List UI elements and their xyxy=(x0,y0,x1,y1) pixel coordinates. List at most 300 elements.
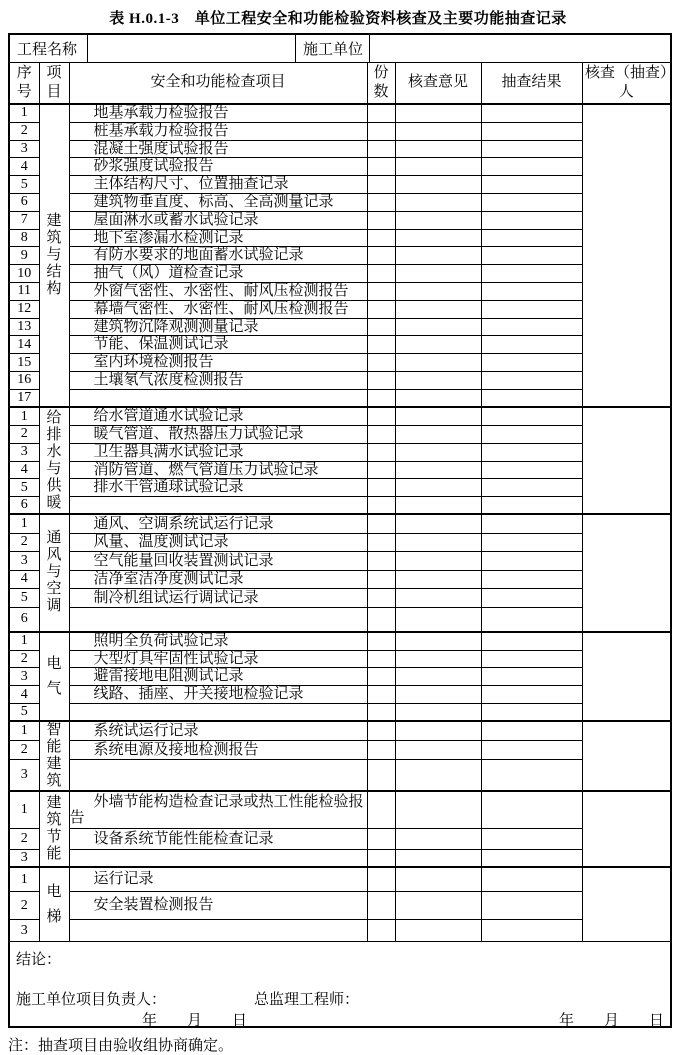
seq-cell: 9 xyxy=(10,247,39,265)
table-row xyxy=(10,389,670,407)
item-cell: 洁净室洁净度测试记录 xyxy=(69,570,367,589)
seq-cell: 4 xyxy=(10,686,39,704)
item-cell: 排水干管通球试验记录 xyxy=(69,479,367,497)
result-cell[interactable] xyxy=(481,461,582,479)
result-cell[interactable] xyxy=(481,632,582,650)
opinion-cell[interactable] xyxy=(395,229,481,247)
result-cell[interactable] xyxy=(481,300,582,318)
seq-cell: 1 xyxy=(10,721,39,740)
copies-cell[interactable] xyxy=(367,759,395,791)
section-建筑节能 xyxy=(10,791,670,867)
opinion-cell[interactable] xyxy=(395,461,481,479)
checker-cell[interactable] xyxy=(582,721,670,791)
result-cell[interactable] xyxy=(481,668,582,686)
table-row xyxy=(10,443,670,461)
copies-cell[interactable] xyxy=(367,479,395,497)
item-cell: 有防水要求的地面蓄水试验记录 xyxy=(69,247,367,265)
copies-cell[interactable] xyxy=(367,497,395,515)
seq-cell: 11 xyxy=(10,282,39,300)
copies-cell[interactable] xyxy=(367,336,395,354)
copies-cell[interactable] xyxy=(367,892,395,920)
opinion-cell[interactable] xyxy=(395,407,481,425)
copies-cell[interactable] xyxy=(367,426,395,444)
table-row xyxy=(10,122,670,140)
table-row xyxy=(10,867,670,892)
seq-cell: 13 xyxy=(10,318,39,336)
opinion-cell[interactable] xyxy=(395,122,481,140)
opinion-cell[interactable] xyxy=(395,140,481,158)
opinion-cell[interactable] xyxy=(395,104,481,122)
opinion-cell[interactable] xyxy=(395,721,481,740)
category-cell xyxy=(39,104,69,407)
category-label: 建筑与结构 xyxy=(46,213,62,298)
copies-cell[interactable] xyxy=(367,552,395,571)
seq-cell: 7 xyxy=(10,211,39,229)
checker-cell[interactable] xyxy=(582,514,670,632)
opinion-cell[interactable] xyxy=(395,318,481,336)
item-cell[interactable] xyxy=(69,759,367,791)
header-row xyxy=(10,63,670,104)
item-cell: 系统试运行记录 xyxy=(69,721,367,740)
seq-cell: 1 xyxy=(10,104,39,122)
copies-cell[interactable] xyxy=(367,354,395,372)
builder-value[interactable] xyxy=(370,35,670,62)
result-cell[interactable] xyxy=(481,318,582,336)
opinion-cell[interactable] xyxy=(395,282,481,300)
copies-cell[interactable] xyxy=(367,514,395,533)
copies-cell[interactable] xyxy=(367,443,395,461)
table-row xyxy=(10,850,670,868)
opinion-cell[interactable] xyxy=(395,650,481,668)
result-cell[interactable] xyxy=(481,497,582,515)
seq-cell: 1 xyxy=(10,407,39,425)
opinion-cell[interactable] xyxy=(395,632,481,650)
category-cell xyxy=(39,867,69,941)
opinion-cell[interactable] xyxy=(395,479,481,497)
table-row xyxy=(10,158,670,176)
table-row xyxy=(10,336,670,354)
category-cell xyxy=(39,721,69,791)
opinion-cell[interactable] xyxy=(395,497,481,515)
opinion-cell[interactable] xyxy=(395,607,481,632)
result-cell[interactable] xyxy=(481,920,582,942)
category-label: 电梯 xyxy=(46,883,62,925)
seq-cell: 2 xyxy=(10,122,39,140)
table-row xyxy=(10,354,670,372)
seq-cell: 5 xyxy=(10,176,39,194)
category-cell xyxy=(39,791,69,867)
item-cell: 给水管道通水试验记录 xyxy=(69,407,367,425)
project-name-value[interactable] xyxy=(88,35,296,62)
result-cell[interactable] xyxy=(481,426,582,444)
item-cell: 消防管道、燃气管道压力试验记录 xyxy=(69,461,367,479)
item-cell: 建筑物沉降观测测量记录 xyxy=(69,318,367,336)
opinion-cell[interactable] xyxy=(395,193,481,211)
footnote: 注：抽查项目由验收组协商确定。 xyxy=(8,1038,234,1055)
result-cell[interactable] xyxy=(481,229,582,247)
result-cell[interactable] xyxy=(481,850,582,868)
item-cell: 系统电源及接地检测报告 xyxy=(69,741,367,760)
seq-cell: 3 xyxy=(10,140,39,158)
opinion-cell[interactable] xyxy=(395,759,481,791)
item-cell: 地下室渗漏水检测记录 xyxy=(69,229,367,247)
seq-cell: 5 xyxy=(10,479,39,497)
checker-cell[interactable] xyxy=(582,867,670,941)
checker-cell[interactable] xyxy=(582,791,670,867)
result-cell[interactable] xyxy=(481,158,582,176)
seq-cell: 15 xyxy=(10,354,39,372)
opinion-cell[interactable] xyxy=(395,668,481,686)
seq-cell: 8 xyxy=(10,229,39,247)
copies-cell[interactable] xyxy=(367,158,395,176)
copies-cell[interactable] xyxy=(367,668,395,686)
item-cell[interactable] xyxy=(69,703,367,721)
copies-cell[interactable] xyxy=(367,721,395,740)
seq-cell: 1 xyxy=(10,791,39,829)
seq-cell: 3 xyxy=(10,443,39,461)
seq-cell: 3 xyxy=(10,668,39,686)
category-label: 建筑节能 xyxy=(46,795,62,863)
col-header-opinion: 核查意见 xyxy=(395,63,481,104)
copies-cell[interactable] xyxy=(367,300,395,318)
item-cell[interactable] xyxy=(69,850,367,868)
item-cell: 照明全负荷试验记录 xyxy=(69,632,367,650)
col-header-seq: 序号 xyxy=(10,63,39,104)
table-row xyxy=(10,570,670,589)
table-row xyxy=(10,589,670,608)
copies-cell[interactable] xyxy=(367,703,395,721)
category-label: 电气 xyxy=(46,655,62,697)
table-row xyxy=(10,193,670,211)
result-cell[interactable] xyxy=(481,122,582,140)
item-cell: 通风、空调系统试运行记录 xyxy=(69,514,367,533)
result-cell[interactable] xyxy=(481,759,582,791)
item-cell: 幕墙气密性、水密性、耐风压检测报告 xyxy=(69,300,367,318)
item-cell: 卫生器具满水试验记录 xyxy=(69,443,367,461)
result-cell[interactable] xyxy=(481,193,582,211)
col-header-item: 安全和功能检查项目 xyxy=(69,63,367,104)
table-row xyxy=(10,791,670,829)
opinion-cell[interactable] xyxy=(395,570,481,589)
item-cell: 建筑物垂直度、标高、全高测量记录 xyxy=(69,193,367,211)
seq-cell: 2 xyxy=(10,533,39,552)
result-cell[interactable] xyxy=(481,371,582,389)
builder-signer-label: 施工单位项目负责人： xyxy=(16,992,167,1009)
copies-cell[interactable] xyxy=(367,461,395,479)
item-cell[interactable] xyxy=(69,607,367,632)
copies-cell[interactable] xyxy=(367,867,395,892)
opinion-cell[interactable] xyxy=(395,265,481,283)
copies-cell[interactable] xyxy=(367,122,395,140)
project-name-label: 工程名称 xyxy=(10,35,88,62)
item-cell: 室内环境检测报告 xyxy=(69,354,367,372)
col-header-result: 抽查结果 xyxy=(481,63,582,104)
category-label: 给排水与供暖 xyxy=(46,409,62,511)
result-cell[interactable] xyxy=(481,282,582,300)
table-row xyxy=(10,668,670,686)
result-cell[interactable] xyxy=(481,552,582,571)
seq-cell: 16 xyxy=(10,371,39,389)
seq-cell: 3 xyxy=(10,552,39,571)
opinion-cell[interactable] xyxy=(395,300,481,318)
seq-cell: 10 xyxy=(10,265,39,283)
seq-cell: 5 xyxy=(10,589,39,608)
result-cell[interactable] xyxy=(481,247,582,265)
copies-cell[interactable] xyxy=(367,920,395,942)
item-cell: 空气能量回收装置测试记录 xyxy=(69,552,367,571)
table-row xyxy=(10,497,670,515)
seq-cell: 2 xyxy=(10,426,39,444)
copies-cell[interactable] xyxy=(367,829,395,850)
opinion-cell[interactable] xyxy=(395,426,481,444)
result-cell[interactable] xyxy=(481,570,582,589)
opinion-cell[interactable] xyxy=(395,589,481,608)
section-建筑与结构 xyxy=(10,104,670,407)
copies-cell[interactable] xyxy=(367,318,395,336)
item-cell: 运行记录 xyxy=(69,867,367,892)
section-电梯 xyxy=(10,867,670,941)
seq-cell: 3 xyxy=(10,759,39,791)
result-cell[interactable] xyxy=(481,140,582,158)
opinion-cell[interactable] xyxy=(395,920,481,942)
table-row xyxy=(10,140,670,158)
opinion-cell[interactable] xyxy=(395,354,481,372)
opinion-cell[interactable] xyxy=(395,211,481,229)
table-row xyxy=(10,514,670,533)
copies-cell[interactable] xyxy=(367,176,395,194)
inspection-form-table xyxy=(8,33,672,1028)
table-row xyxy=(10,552,670,571)
copies-cell[interactable] xyxy=(367,265,395,283)
table-row xyxy=(10,632,670,650)
item-cell[interactable] xyxy=(69,920,367,942)
item-cell[interactable] xyxy=(69,497,367,515)
table-row xyxy=(10,829,670,850)
copies-cell[interactable] xyxy=(367,791,395,829)
result-cell[interactable] xyxy=(481,533,582,552)
item-cell: 外窗气密性、水密性、耐风压检测报告 xyxy=(69,282,367,300)
opinion-cell[interactable] xyxy=(395,686,481,704)
result-cell[interactable] xyxy=(481,867,582,892)
table-row xyxy=(10,892,670,920)
result-cell[interactable] xyxy=(481,892,582,920)
seq-cell: 4 xyxy=(10,570,39,589)
result-cell[interactable] xyxy=(481,389,582,407)
copies-cell[interactable] xyxy=(367,407,395,425)
seq-cell: 1 xyxy=(10,514,39,533)
seq-cell: 2 xyxy=(10,829,39,850)
table-row xyxy=(10,318,670,336)
copies-cell[interactable] xyxy=(367,229,395,247)
item-cell: 安全装置检测报告 xyxy=(69,892,367,920)
result-cell[interactable] xyxy=(481,443,582,461)
result-cell[interactable] xyxy=(481,176,582,194)
section-通风与空调 xyxy=(10,514,670,632)
seq-cell: 4 xyxy=(10,461,39,479)
table-row xyxy=(10,920,670,942)
checker-cell[interactable] xyxy=(582,104,670,407)
result-cell[interactable] xyxy=(481,607,582,632)
opinion-cell[interactable] xyxy=(395,741,481,760)
table-row xyxy=(10,741,670,760)
copies-cell[interactable] xyxy=(367,589,395,608)
table-row xyxy=(10,265,670,283)
result-cell[interactable] xyxy=(481,354,582,372)
conclusion-section[interactable] xyxy=(10,941,670,1030)
seq-cell: 1 xyxy=(10,632,39,650)
table-row xyxy=(10,607,670,632)
opinion-cell[interactable] xyxy=(395,892,481,920)
seq-cell: 14 xyxy=(10,336,39,354)
result-cell[interactable] xyxy=(481,479,582,497)
seq-cell: 2 xyxy=(10,892,39,920)
item-cell: 外墙节能构造检查记录或热工性能检验报告 xyxy=(69,791,367,829)
category-cell xyxy=(39,514,69,632)
table-row xyxy=(10,759,670,791)
opinion-cell[interactable] xyxy=(395,850,481,868)
checker-cell[interactable] xyxy=(582,407,670,514)
copies-cell[interactable] xyxy=(367,371,395,389)
table-row xyxy=(10,461,670,479)
result-cell[interactable] xyxy=(481,741,582,760)
conclusion-label: 结论： xyxy=(16,952,62,969)
opinion-cell[interactable] xyxy=(395,176,481,194)
result-cell[interactable] xyxy=(481,211,582,229)
result-cell[interactable] xyxy=(481,589,582,608)
item-cell: 风量、温度测试记录 xyxy=(69,533,367,552)
opinion-cell[interactable] xyxy=(395,371,481,389)
opinion-cell[interactable] xyxy=(395,247,481,265)
date-right: 年 月 日 xyxy=(558,1013,664,1030)
item-cell: 屋面淋水或蓄水试验记录 xyxy=(69,211,367,229)
copies-cell[interactable] xyxy=(367,850,395,868)
category-cell xyxy=(39,407,69,514)
checklist-table xyxy=(10,63,670,941)
result-cell[interactable] xyxy=(481,104,582,122)
copies-cell[interactable] xyxy=(367,650,395,668)
table-row xyxy=(10,703,670,721)
opinion-cell[interactable] xyxy=(395,389,481,407)
opinion-cell[interactable] xyxy=(395,514,481,533)
table-row xyxy=(10,211,670,229)
col-header-checker: 核查（抽查）人 xyxy=(582,63,670,104)
table-row xyxy=(10,686,670,704)
item-cell: 砂浆强度试验报告 xyxy=(69,158,367,176)
seq-cell: 3 xyxy=(10,920,39,942)
checker-cell[interactable] xyxy=(582,632,670,722)
copies-cell[interactable] xyxy=(367,389,395,407)
result-cell[interactable] xyxy=(481,407,582,425)
seq-cell: 4 xyxy=(10,158,39,176)
copies-cell[interactable] xyxy=(367,193,395,211)
item-cell[interactable] xyxy=(69,389,367,407)
table-row xyxy=(10,479,670,497)
opinion-cell[interactable] xyxy=(395,533,481,552)
opinion-cell[interactable] xyxy=(395,336,481,354)
section-给排水与供暖 xyxy=(10,407,670,514)
result-cell[interactable] xyxy=(481,686,582,704)
copies-cell[interactable] xyxy=(367,140,395,158)
table-row xyxy=(10,407,670,425)
copies-cell[interactable] xyxy=(367,607,395,632)
section-电气 xyxy=(10,632,670,722)
opinion-cell[interactable] xyxy=(395,791,481,829)
result-cell[interactable] xyxy=(481,265,582,283)
opinion-cell[interactable] xyxy=(395,703,481,721)
table-row xyxy=(10,247,670,265)
page-title: 表 H.0.1-3 单位工程安全和功能检验资料核查及主要功能抽查记录 xyxy=(109,11,567,27)
item-cell: 避雷接地电阻测试记录 xyxy=(69,668,367,686)
copies-cell[interactable] xyxy=(367,570,395,589)
opinion-cell[interactable] xyxy=(395,443,481,461)
result-cell[interactable] xyxy=(481,650,582,668)
copies-cell[interactable] xyxy=(367,211,395,229)
category-cell xyxy=(39,632,69,722)
date-left: 年 月 日 xyxy=(142,1013,248,1030)
item-cell: 主体结构尺寸、位置抽查记录 xyxy=(69,176,367,194)
builder-label: 施工单位 xyxy=(296,35,370,62)
table-row xyxy=(10,104,670,122)
item-cell: 抽气（风）道检查记录 xyxy=(69,265,367,283)
seq-cell: 2 xyxy=(10,650,39,668)
copies-cell[interactable] xyxy=(367,632,395,650)
result-cell[interactable] xyxy=(481,791,582,829)
copies-cell[interactable] xyxy=(367,247,395,265)
seq-cell: 1 xyxy=(10,867,39,892)
item-cell: 土壤氡气浓度检测报告 xyxy=(69,371,367,389)
table-row xyxy=(10,533,670,552)
copies-cell[interactable] xyxy=(367,533,395,552)
result-cell[interactable] xyxy=(481,336,582,354)
table-header xyxy=(10,63,670,104)
seq-cell: 17 xyxy=(10,389,39,407)
copies-cell[interactable] xyxy=(367,741,395,760)
copies-cell[interactable] xyxy=(367,104,395,122)
item-cell: 大型灯具牢固性试验记录 xyxy=(69,650,367,668)
seq-cell: 6 xyxy=(10,607,39,632)
table-row xyxy=(10,300,670,318)
seq-cell: 12 xyxy=(10,300,39,318)
result-cell[interactable] xyxy=(481,514,582,533)
copies-cell[interactable] xyxy=(367,282,395,300)
table-row xyxy=(10,426,670,444)
seq-cell: 5 xyxy=(10,703,39,721)
result-cell[interactable] xyxy=(481,703,582,721)
opinion-cell[interactable] xyxy=(395,829,481,850)
section-智能建筑 xyxy=(10,721,670,791)
category-label: 智能建筑 xyxy=(46,722,62,790)
opinion-cell[interactable] xyxy=(395,158,481,176)
opinion-cell[interactable] xyxy=(395,552,481,571)
item-cell: 节能、保温测试记录 xyxy=(69,336,367,354)
item-cell: 制冷机组试运行调试记录 xyxy=(69,589,367,608)
item-cell: 混凝土强度试验报告 xyxy=(69,140,367,158)
item-cell: 暖气管道、散热器压力试验记录 xyxy=(69,426,367,444)
table-row xyxy=(10,176,670,194)
result-cell[interactable] xyxy=(481,721,582,740)
copies-cell[interactable] xyxy=(367,686,395,704)
result-cell[interactable] xyxy=(481,829,582,850)
seq-cell: 3 xyxy=(10,850,39,868)
col-header-copies: 份数 xyxy=(367,63,395,104)
seq-cell: 6 xyxy=(10,497,39,515)
opinion-cell[interactable] xyxy=(395,867,481,892)
category-label: 通风与空调 xyxy=(46,530,62,615)
seq-cell: 2 xyxy=(10,741,39,760)
table-row xyxy=(10,371,670,389)
seq-cell: 6 xyxy=(10,193,39,211)
table-row xyxy=(10,650,670,668)
